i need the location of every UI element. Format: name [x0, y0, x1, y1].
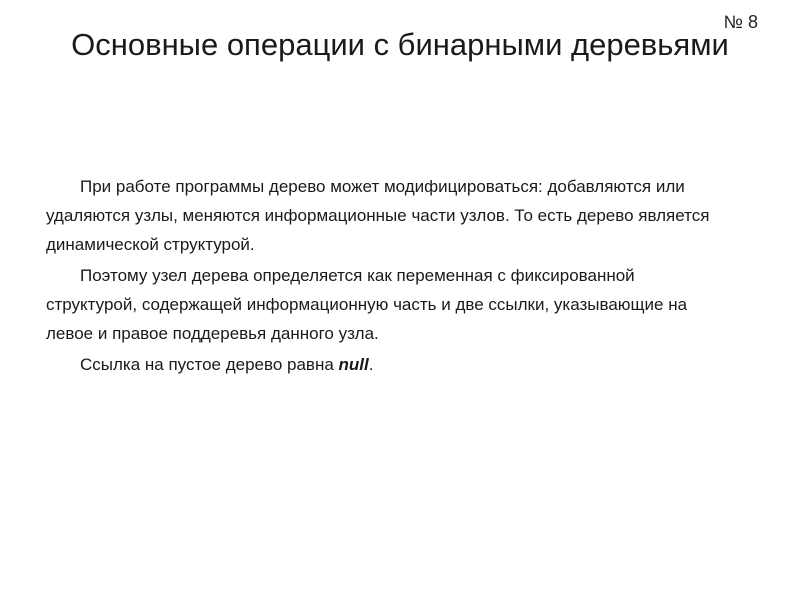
null-keyword: null [338, 355, 369, 374]
empty-tree-text: Ссылка на пустое дерево равна [80, 355, 339, 374]
empty-tree-period: . [368, 355, 374, 374]
slide-title: Основные операции с бинарными деревьями [71, 27, 729, 62]
slide-body [46, 172, 716, 379]
paragraph-dynamic-structure: При работе программы дерево может модифицироваться: добавляются или удаляются узлы, меняются информационные части узлов. То есть дерево является динамической структурой. [46, 177, 710, 254]
paragraph-node-definition: Поэтому узел дерева определяется как переменная с фиксированной структурой, содержащей информационную часть и две ссылки, указывающие на левое и правое поддеревья данного узла. [46, 266, 688, 343]
paragraph-empty-tree [46, 350, 716, 379]
slide-number: № 8 [723, 12, 758, 32]
